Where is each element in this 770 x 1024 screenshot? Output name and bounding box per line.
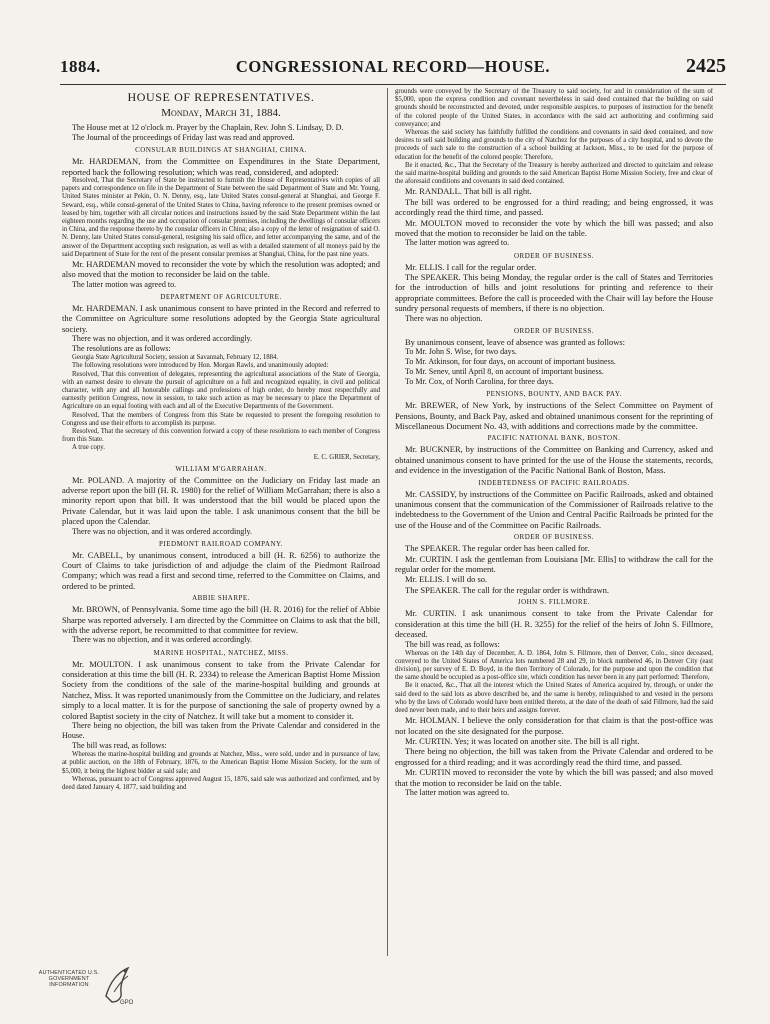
section-heading: WILLIAM M'GARRAHAN.	[175, 464, 267, 473]
quoted-text: Be it enacted, &c., That the Secretary of the Treasury is hereby authorized and directed to quitclaim and release the said marine-hospital building and grounds to the said American Baptist Home Mission Society, free and clear of the aforesaid conditions and covenants in said deed contained.	[395, 161, 713, 186]
signature: E. C. GRIER, Secretary,	[313, 453, 380, 461]
section-heading: ORDER OF BUSINESS.	[514, 533, 594, 542]
paragraph: The SPEAKER. The call for the regular order is withdrawn.	[405, 584, 610, 595]
header-page-number: 2425	[686, 55, 726, 77]
column-divider	[387, 88, 388, 956]
paragraph: Mr. CURTIN. I ask the gentleman from Louisiana [Mr. Ellis] to withdraw the call for the regular order for the moment.	[395, 553, 713, 575]
paragraph: Mr. CURTIN. I ask unanimous consent to take from the Private Calendar for consideration at this time the bill (H. R. 3255) for the relief of the heirs of John S. Fillmore, deceased.	[395, 608, 713, 640]
paragraph: The House met at 12 o'clock m. Prayer by the Chaplain, Rev. John S. Lindsay, D. D.	[72, 123, 344, 132]
paragraph: The latter motion was agreed to.	[405, 238, 510, 248]
quoted-text: Resolved, That the members of Congress from this State be requested to present the foregoing resolution to Congress and use their efforts to accomplish its purpose.	[62, 411, 380, 427]
quoted-text: The following resolutions were introduced by Hon. Morgan Rawls, and unanimously adopted:	[72, 362, 329, 370]
paragraph: Mr. RANDALL. That bill is all right.	[405, 186, 532, 197]
paragraph: The SPEAKER. This being Monday, the regular order is the call of States and Territories for the introduction of bills and joint resolutions for printing and reference to their appropriate committees. Before the call is proceeded with the Chair will lay before the House sundry personal requests of members, if there is no objection.	[395, 271, 713, 314]
page-header	[60, 57, 726, 79]
quoted-text: Resolved, That the Secretary of State be instructed to furnish the House of Representatives with copies of all papers and correspondence on file in the Department of State between the said Department of State and Mr. Young, United States minister at Pekin, O. N. Denny, esq., late United States consul-general at Shanghai, and George F. Seward, esq., while consul-general of the United States to China, having reference to the present premises owned or leased by him, together with all circular notices and instructions issued by the said State Department within the last eighteen months regarding the use and occupation of consular premises, including the dwellings of consular officers in China, and the response thereto by the consular officers in China; also a copy of the letter of resignation of said O. N. Denny, late United States consul-general, resigning his said office, and letter accompanying the same, and of the answer of the Department accepting such resignation, as well as with a detailed statement of all moneys paid by the said Department of State for the rent of the present consular premises at Shanghai, China, for the past nine years.	[62, 176, 380, 258]
paragraph: Mr. ELLIS. I will do so.	[405, 574, 488, 585]
paragraph: Mr. BUCKNER, by instructions of the Committee on Banking and Currency, asked and obtained unanimous consent to have printed for the use of the House the statements, records, and evidence in the investigation of the Pacific National Bank of Boston, Mass.	[395, 444, 713, 476]
paragraph: There being no objection, the bill was taken from the Private Calendar and considered in the House.	[62, 720, 380, 740]
section-heading: PACIFIC NATIONAL BANK, BOSTON.	[487, 434, 621, 443]
quoted-text: Whereas the said society has faithfully fulfilled the conditions and covenants in said deed contained, and now desires to sell said building and grounds to the city of Natchez for the purposes of a city hospital, and to devote the proceeds of such sale to the construction of a school building at Jackson, Miss., to be used for the purpose of education for the benefit of the colored people: Therefore,	[395, 129, 713, 161]
section-heading: MARINE HOSPITAL, NATCHEZ, MISS.	[153, 648, 289, 657]
paragraph: Mr. HARDEMAN moved to reconsider the vote by which the resolution was adopted; and also moved that the motion to reconsider be laid on the table.	[62, 258, 380, 280]
paragraph: The bill was ordered to be engrossed for a third reading; and being engrossed, it was accordingly read the third time, and passed.	[395, 196, 713, 218]
paragraph: There was no objection, and it was ordered accordingly.	[72, 635, 253, 645]
paragraph: The latter motion was agreed to.	[405, 788, 510, 798]
header-year: 1884.	[60, 57, 101, 76]
section-heading: ORDER OF BUSINESS.	[514, 326, 594, 335]
quoted-text: Be it enacted, &c., That all the interest which the United States of America acquired by, through, or under the said deed to the said lots as above described be, and the same is hereby, relinquished to and vested in the persons who by the laws of Colorado would have been entitled thereto, at the date of the death of said Fillmore, had the said deed never been made, and to their heirs and assigns forever.	[395, 682, 713, 714]
section-heading: INDEBTEDNESS OF PACIFIC RAILROADS.	[478, 478, 630, 487]
paragraph: There was no objection, and it was ordered accordingly.	[72, 526, 253, 536]
paragraph: Mr. HARDEMAN, from the Committee on Expenditures in the State Department, reported back the following resolution; which was read, considered, and adopted:	[62, 156, 380, 177]
section-heading: ORDER OF BUSINESS.	[514, 251, 594, 260]
paragraph: To Mr. John S. Wise, for two days.	[405, 347, 517, 356]
paragraph: The SPEAKER. The regular order has been called for.	[405, 543, 590, 554]
paragraph: There being no objection, the bill was taken from the Private Calendar and ordered to be engrossed for a third reading; and it was accordingly read the third time, and passed.	[395, 746, 713, 767]
quoted-text: Georgia State Agricultural Society, session at Savannah, February 12, 1884.	[72, 354, 279, 362]
paragraph: Mr. ELLIS. I call for the regular order.	[405, 261, 537, 272]
header-title: CONGRESSIONAL RECORD—HOUSE.	[235, 57, 551, 76]
paragraph: Mr. HARDEMAN. I ask unanimous consent to have printed in the Record and referred to the Committee on Agriculture some resolutions adopted by the Georgia State agricultural society.	[62, 302, 380, 334]
paragraph: There was no objection.	[405, 313, 483, 323]
authentication-seal	[34, 962, 134, 1012]
paragraph: Mr. CURTIN. Yes; it was located on another site. The bill is all right.	[405, 735, 640, 746]
quoted-text: A true copy.	[72, 444, 105, 452]
paragraph: The bill was read, as follows:	[72, 741, 167, 751]
paragraph: The resolutions are as follows:	[72, 344, 171, 354]
quoted-text: grounds were conveyed by the Secretary of the Treasury to said society, for and in consideration of the sum of $5,000, upon the express condition and covenant nevertheless in said deed contained that the building on said grounds should be reconstructed and devoted, under responsible auspices, to purposes of instruction for the benefit of the colored people of the United States, in accordance with the said act authorizing and confirming said conveyance; and	[395, 88, 713, 128]
paragraph: Mr. HOLMAN. I believe the only consideration for that claim is that the post-office was not located on the site designated for the purpose.	[395, 715, 713, 736]
paragraph: By unanimous consent, leave of absence was granted as follows:	[405, 336, 625, 347]
quoted-text: Resolved, That this convention of delegates, representing the agricultural associations of the State of Georgia, with an earnest desire to elevate the pursuit of agriculture on a full and recognized equality, in civil and political character, with any and all honorable callings and professions of high order, do hereby most respectfully and earnestly petition Congress, now in session, to take such action as may be necessary to place the Department of Agriculture on an equal footing with each and all of the Executive Departments of the Government.	[62, 370, 380, 411]
paragraph: To Mr. Senev, until April 8, on account of important business.	[405, 367, 604, 377]
paragraph: Mr. CURTIN moved to reconsider the vote by which the bill was passed; and also moved that the motion to reconsider be laid on the table.	[395, 767, 713, 788]
section-heading: CONSULAR BUILDINGS AT SHANGHAI, CHINA.	[135, 146, 307, 155]
section-heading: ABBIE SHARPE.	[192, 594, 250, 603]
gpo-mark: GPO	[120, 1000, 134, 1006]
section-heading: JOHN S. FILLMORE.	[517, 598, 591, 607]
paragraph: The Journal of the proceedings of Friday last was read and approved.	[72, 133, 295, 143]
paragraph: There was no objection, and it was ordered accordingly.	[72, 334, 253, 344]
paragraph: Mr. BREWER, of New York, by instructions of the Select Committee on Payment of Pensions, Bounty, and Back Pay, asked and obtained unanimous consent for the reprinting of Miscellaneous Document No. 43, with additions and corrections made by the committee.	[395, 400, 713, 431]
paragraph: Mr. POLAND. A majority of the Committee on the Judiciary on Friday last made an adverse report upon the bill (H. R. 1980) for the relief of William McGarrahan; there is also a minority report upon that bill. It was understood that the bill would be placed upon the Private Calendar, but it was laid upon the table. I ask unanimous consent that the bill be placed upon the Calendar.	[62, 474, 380, 527]
paragraph: The latter motion was agreed to.	[72, 279, 177, 289]
session-date: Monday, March 31, 1884.	[161, 107, 281, 119]
quoted-text: Whereas, pursuant to act of Congress approved August 15, 1876, said sale was authorized and confirmed, and by deed dated January 4, 1877, said building and	[62, 775, 380, 791]
paragraph: Mr. MOULTON. I ask unanimous consent to take from the Private Calendar for consideration at this time the bill (H. R. 2334) to release the American Baptist Home Mission Society from the conditions of the sale of the marine-hospital building and grounds at Natchez, Miss. It was reported unanimously from the Committee on the Judiciary, and relates simply to a local matter. It is for the purpose of sanctioning the sale of property owned by a colored Baptist society in the city of Natchez. It will take but a moment to consider it.	[62, 658, 380, 721]
quoted-text: Whereas the marine-hospital building and grounds at Natchez, Miss., were sold, under and in pursuance of law, at public auction, on the 18th of February, 1876, to the American Baptist Home Mission Society, for the sum of $5,000, it being the highest bidder at said sale; and	[62, 751, 380, 775]
quoted-text: Whereas on the 14th day of December, A. D. 1864, John S. Fillmore, then of Denver, Colo., since deceased, conveyed to the United States of America lots numbered 28 and 29, in block numbered 46, in Denver City (east division), per survey of E. D. Boyd, in the then Territory of Colorado, for the purpose and upon the condition that the same should be occupied as a post-office site, which condition has never been in any part performed: Therefore,	[395, 649, 713, 682]
house-title: HOUSE OF REPRESENTATIVES.	[127, 90, 315, 104]
seal-text: AUTHENTICATED U.S. GOVERNMENT INFORMATION	[38, 970, 100, 989]
left-column	[62, 88, 380, 1008]
paragraph: Mr. BROWN, of Pennsylvania. Some time ago the bill (H. R. 2016) for the relief of Abbie Sharpe was reported adversely. I am directed by the Committee on Claims to ask that the bill, with the adverse report, be recommitted to that committee for review.	[62, 604, 380, 636]
paragraph: To Mr. Cox, of North Carolina, for three days.	[405, 377, 554, 387]
header-rule	[60, 84, 726, 85]
section-heading: PIEDMONT RAILROAD COMPANY.	[159, 539, 283, 548]
section-heading: PENSIONS, BOUNTY, AND BACK PAY.	[486, 390, 622, 399]
paragraph: Mr. CASSIDY, by instructions of the Committee on Pacific Railroads, asked and obtained unanimous consent that the communication of the Commissioner of Railroads relative to the indebtedness to the Government of the Union and Central Pacific Railroads be printed for the use of the House and of the Committee on Pacific Railroads.	[395, 488, 713, 530]
paragraph: Mr. MOULTON moved to reconsider the vote by which the bill was passed; and also moved that the motion to reconsider be laid on the table.	[395, 217, 713, 239]
right-column	[395, 88, 713, 1008]
paragraph: Mr. CABELL, by unanimous consent, introduced a bill (H. R. 6256) to authorize the Court of Claims to take jurisdiction of and adjudge the claim of the Piedmont Railroad Company; which was read a first and second time, referred to the Committee on Claims, and ordered to be printed.	[62, 549, 380, 591]
paragraph: To Mr. Atkinson, for four days, on account of important business.	[405, 357, 616, 367]
quoted-text: Resolved, That the secretary of this convention forward a copy of these resolutions to each member of Congress from this State.	[62, 427, 380, 444]
section-heading: DEPARTMENT OF AGRICULTURE.	[160, 292, 282, 301]
paragraph: The bill was read, as follows:	[405, 639, 500, 649]
